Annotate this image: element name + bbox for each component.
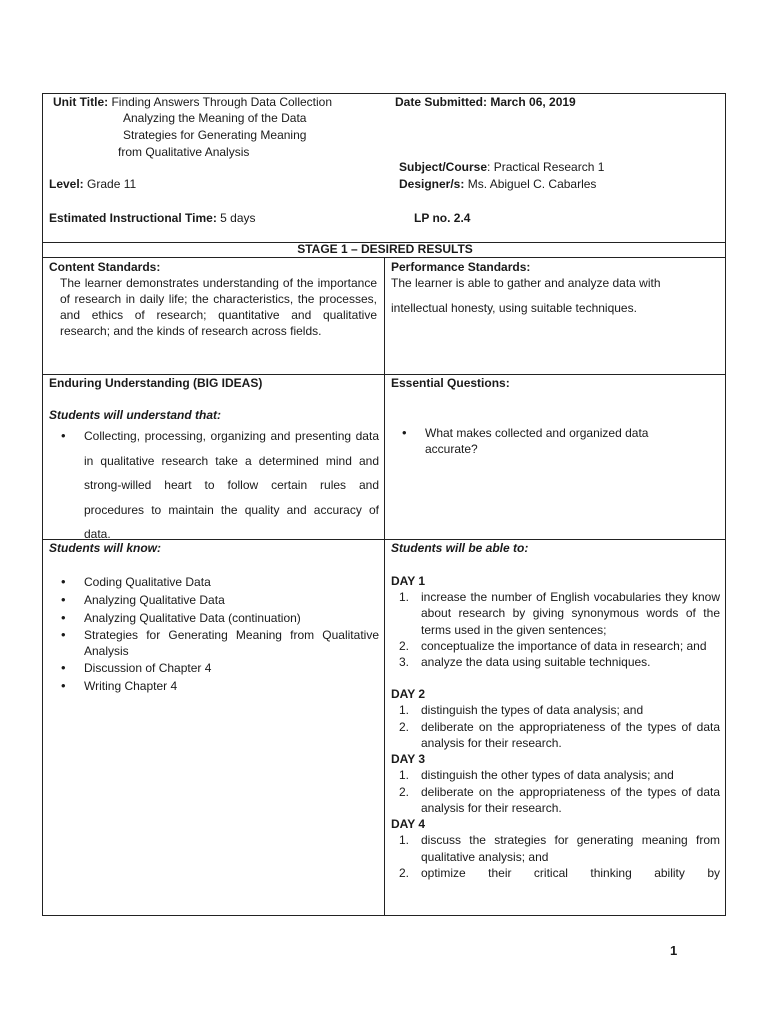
understand-list bbox=[43, 424, 379, 547]
performance-standards-text: The learner is able to gather and analyze data with bbox=[391, 276, 661, 290]
lesson-plan-table bbox=[42, 93, 726, 916]
list-item: • Analyzing Qualitative Data bbox=[43, 591, 379, 609]
list-item: 1. distinguish the types of data analysis; and bbox=[399, 703, 644, 718]
content-standards-text: The learner demonstrates understanding of the importance of research in daily life; the characteristics, the processes, and ethics of research; quantitative and qualitative research; and the kinds of research across fields. bbox=[60, 276, 377, 338]
day-2-label: DAY 2 bbox=[391, 687, 426, 702]
page-number: 1 bbox=[670, 943, 678, 958]
level: Level: Grade 11 bbox=[49, 177, 137, 191]
day-1-label: DAY 1 bbox=[391, 574, 426, 588]
day-3-label: DAY 3 bbox=[391, 752, 426, 767]
day-4-label: DAY 4 bbox=[391, 817, 426, 832]
list-item: 2. deliberate on the appropriateness of the types of data analysis for their research. bbox=[399, 784, 720, 815]
list-item: 2. conceptualize the importance of data in research; and bbox=[399, 638, 707, 653]
list-item: • Strategies for Generating Meaning from Qualitative Analysis bbox=[43, 627, 379, 659]
able-title: Students will be able to: bbox=[391, 541, 529, 555]
list-item: • Discussion of Chapter 4 bbox=[43, 659, 379, 677]
performance-standards-text: intellectual honesty, using suitable techniques. bbox=[391, 301, 637, 315]
list-item: • Collecting, processing, organizing and presenting data in qualitative research take a determined mind and strong-willed heart to follow certain rules and procedures to maintain the quality and accuracy of data. bbox=[43, 424, 379, 547]
instructional-time: Estimated Instructional Time: 5 days bbox=[49, 211, 256, 225]
unit-title-line: from Qualitative Analysis bbox=[118, 145, 250, 159]
date-submitted: Date Submitted: March 06, 2019 bbox=[395, 95, 576, 109]
list-item: 2. optimize their critical thinking ability by bbox=[399, 865, 720, 880]
lp-number: LP no. 2.4 bbox=[414, 211, 471, 225]
essential-list bbox=[384, 425, 721, 457]
know-title: Students will know: bbox=[49, 541, 162, 555]
subject-course: Subject/Course: Practical Research 1 bbox=[399, 160, 605, 174]
list-item: 1. increase the number of English vocabularies they know about research by giving synonymous words of the terms used in the given sentences; bbox=[399, 590, 720, 637]
content-standards-title: Content Standards: bbox=[49, 260, 161, 274]
performance-standards-title: Performance Standards: bbox=[391, 260, 531, 274]
know-list bbox=[43, 573, 379, 695]
list-item: • Analyzing Qualitative Data (continuation) bbox=[43, 609, 379, 627]
list-item: 2. deliberate on the appropriateness of the types of data analysis for their research. bbox=[399, 719, 720, 751]
list-item: 1. discuss the strategies for generating meaning from qualitative analysis; and bbox=[399, 833, 720, 864]
essential-questions-title: Essential Questions: bbox=[391, 376, 510, 390]
list-item: • Writing Chapter 4 bbox=[43, 677, 379, 695]
day-list bbox=[384, 573, 720, 881]
list-item: 3. analyze the data using suitable techniques. bbox=[399, 655, 651, 670]
unit-title-line: Analyzing the Meaning of the Data bbox=[123, 111, 307, 125]
enduring-understanding-title: Enduring Understanding (BIG IDEAS) bbox=[49, 376, 263, 390]
stage-heading: STAGE 1 – DESIRED RESULTS bbox=[297, 242, 473, 256]
unit-title-line: Strategies for Generating Meaning bbox=[123, 128, 307, 142]
list-item: • What makes collected and organized data accurate? bbox=[384, 425, 721, 457]
list-item: • Coding Qualitative Data bbox=[43, 573, 379, 591]
unit-title: Unit Title: Finding Answers Through Data Collection bbox=[53, 95, 333, 109]
designer: Designer/s: Ms. Abiguel C. Cabarles bbox=[399, 177, 597, 191]
understand-title: Students will understand that: bbox=[49, 408, 222, 422]
list-item: 1. distinguish the other types of data analysis; and bbox=[399, 768, 674, 783]
